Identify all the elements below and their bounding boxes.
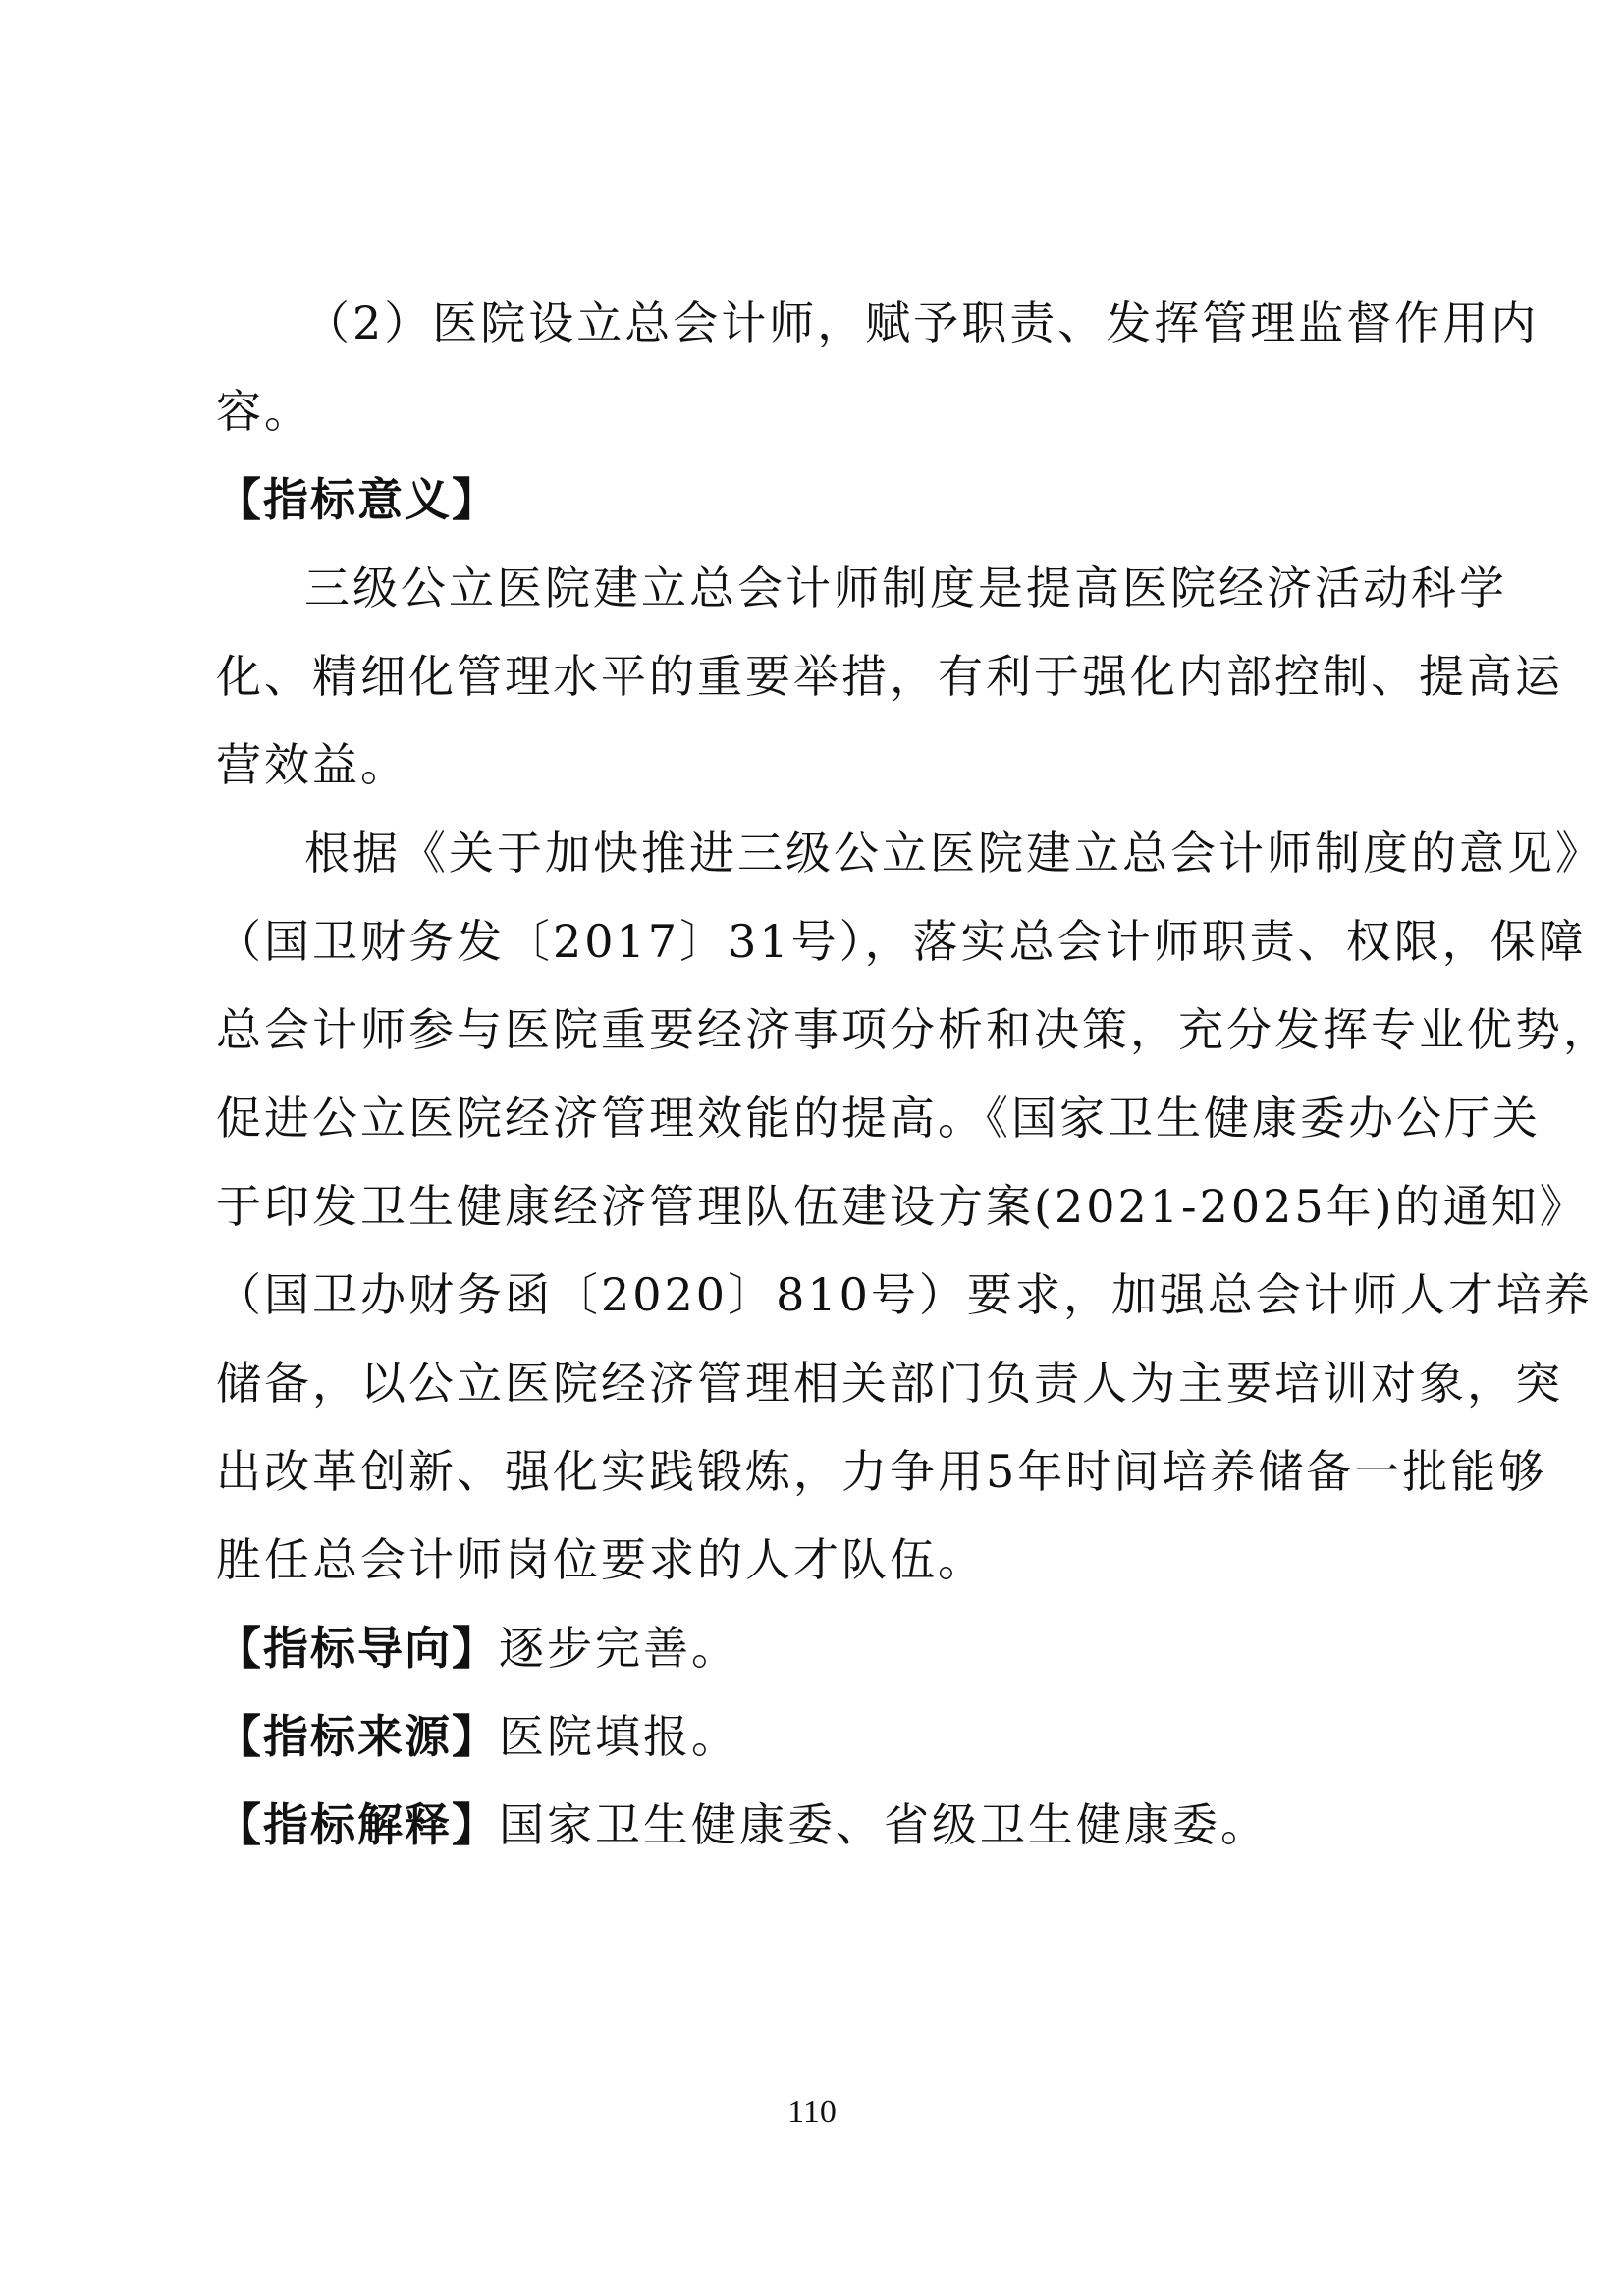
paragraph-line: 总会计师参与医院重要经济事项分析和决策，充分发挥专业优势， [216, 1003, 1611, 1056]
indicator-source-value: 医院填报。 [499, 1710, 739, 1763]
paragraph-line: 化、精细化管理水平的重要举措，有利于强化内部控制、提高运 [216, 650, 1563, 703]
paragraph-line: 容。 [216, 385, 312, 438]
paragraph-line: 根据《关于加快推进三级公立医院建立总会计师制度的意见》 [304, 827, 1603, 880]
indicator-interpretation-line [216, 1797, 1424, 1852]
paragraph-line: （2）医院设立总会计师，赋予职责、发挥管理监督作用内 [304, 296, 1540, 349]
paragraph-line: 于印发卫生健康经济管理队伍建设方案(2021-2025年)的通知》 [216, 1180, 1588, 1233]
paragraph-line: 营效益。 [216, 738, 408, 791]
indicator-direction-value: 逐步完善。 [499, 1622, 739, 1675]
indicator-interpretation-value: 国家卫生健康委、省级卫生健康委。 [499, 1798, 1269, 1851]
indicator-direction-label: 【指标导向】 [216, 1622, 499, 1675]
paragraph-line: 三级公立医院建立总会计师制度是提高医院经济活动科学 [304, 561, 1507, 614]
indicator-source-line [216, 1709, 1424, 1764]
indicator-direction-line [216, 1621, 1424, 1676]
paragraph-line: 胜任总会计师岗位要求的人才队伍。 [216, 1533, 986, 1586]
indicator-interpretation-label: 【指标解释】 [216, 1798, 499, 1851]
page-number: 110 [787, 2094, 837, 2130]
section-heading-significance: 【指标意义】 [216, 473, 499, 526]
indicator-source-label: 【指标来源】 [216, 1710, 499, 1763]
paragraph-line: （国卫财务发〔2017〕31号），落实总会计师职责、权限，保障 [216, 915, 1587, 968]
paragraph-line: 出改革创新、强化实践锻炼，力争用5年时间培养储备一批能够 [216, 1445, 1547, 1498]
paragraph-line: 促进公立医院经济管理效能的提高。《国家卫生健康委办公厅关 [216, 1092, 1541, 1145]
paragraph-line: （国卫办财务函〔2020〕810号）要求，加强总会计师人才培养 [216, 1268, 1593, 1321]
paragraph-line: 储备，以公立医院经济管理相关部门负责人为主要培训对象，突 [216, 1357, 1563, 1410]
